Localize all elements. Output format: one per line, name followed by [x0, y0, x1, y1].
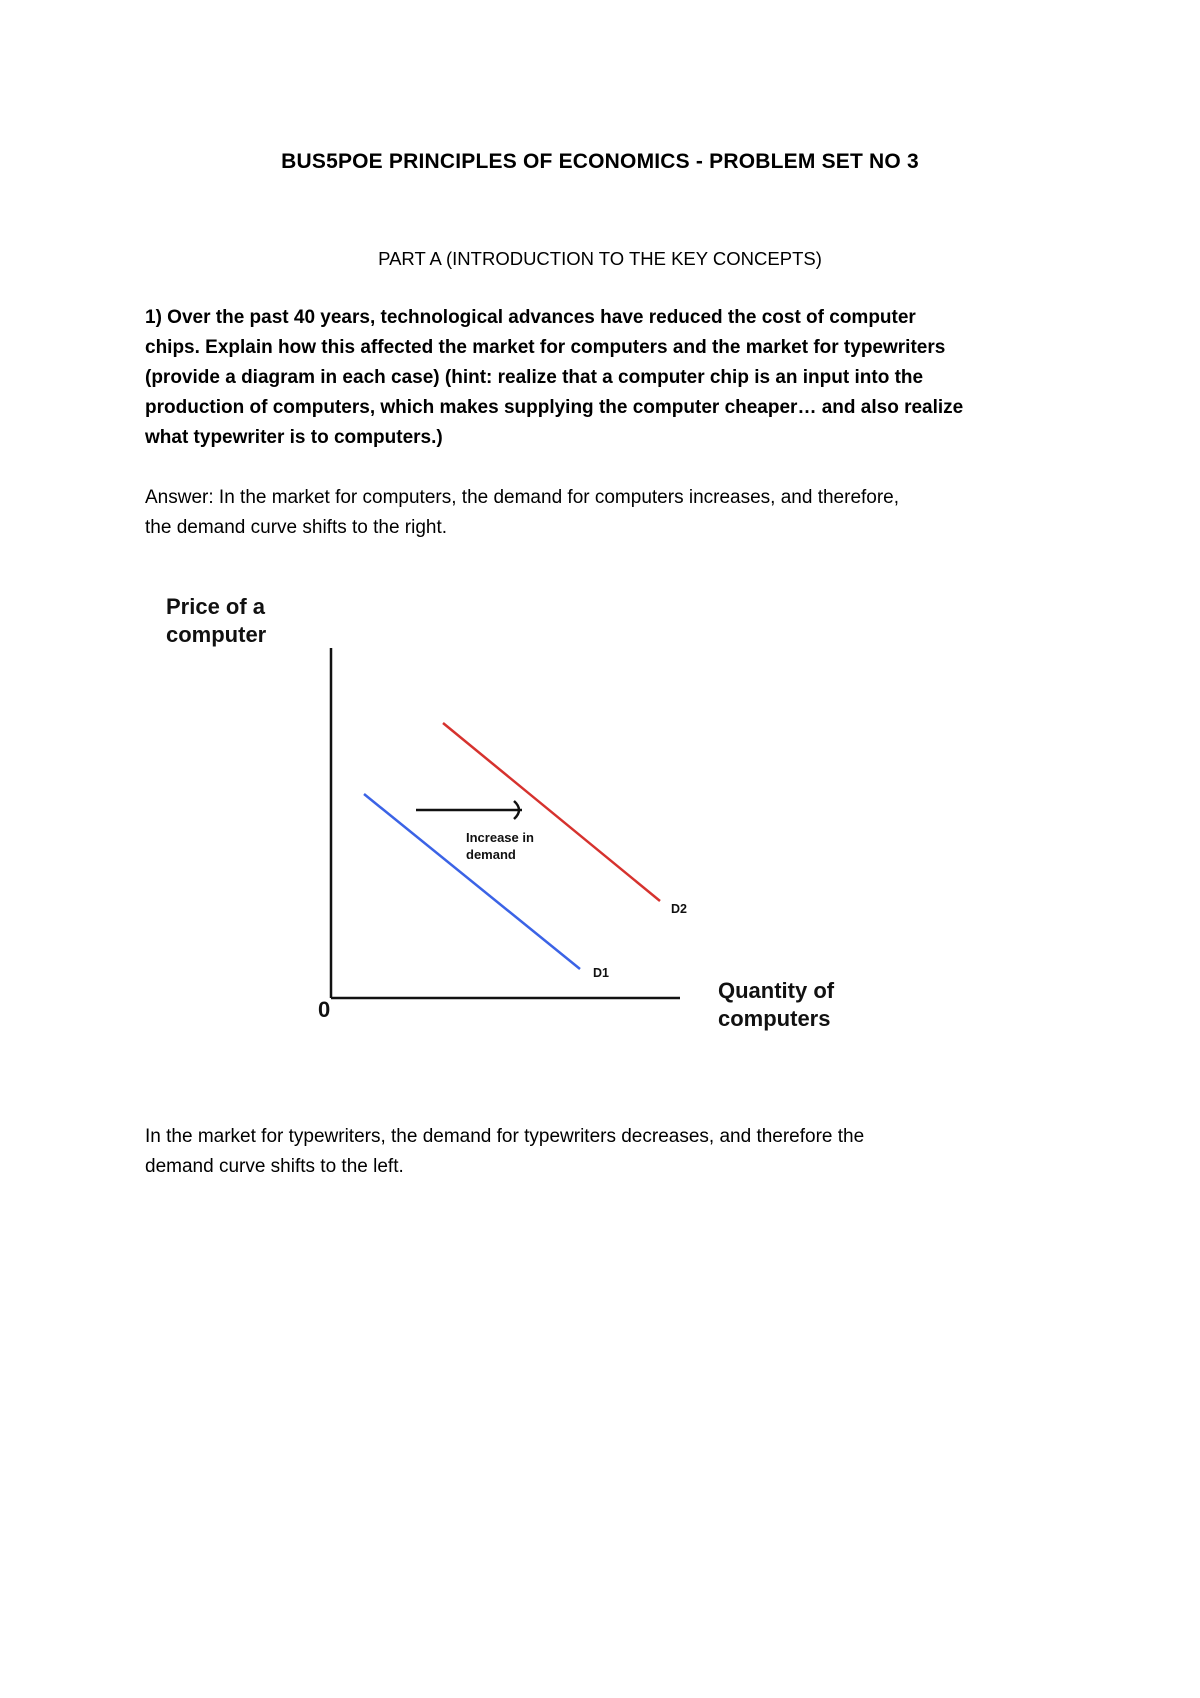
- answer-typewriters: [145, 1122, 1075, 1182]
- question-line: what typewriter is to computers.): [145, 427, 443, 448]
- answer-line: demand curve shifts to the left.: [145, 1156, 404, 1177]
- origin-label: 0: [318, 997, 331, 1022]
- answer-line: In the market for typewriters, the demand for typewriters decreases, and therefore the: [145, 1126, 865, 1147]
- answer-computers: [145, 483, 1075, 543]
- diagram-svg: [150, 585, 870, 1045]
- question-1: [145, 303, 1075, 453]
- x-axis-label: Quantity of computers: [718, 978, 835, 1031]
- demand-curve-d2: [443, 723, 660, 901]
- demand-shift-diagram: [150, 585, 870, 1045]
- answer-line: the demand curve shifts to the right.: [145, 517, 448, 538]
- question-line: production of computers, which makes supplying the computer cheaper… and also realize: [145, 397, 964, 418]
- document-title: BUS5POE PRINCIPLES OF ECONOMICS - PROBLEM SET NO 3: [281, 150, 919, 173]
- question-line: 1) Over the past 40 years, technological advances have reduced the cost of computer: [145, 307, 916, 328]
- demand-curve-d1: [364, 794, 580, 969]
- d1-label: D1: [593, 966, 609, 980]
- question-line: chips. Explain how this affected the market for computers and the market for typewriters: [145, 337, 946, 358]
- y-axis-label: Price of a computer: [166, 594, 267, 647]
- part-heading: PART A (INTRODUCTION TO THE KEY CONCEPTS): [378, 248, 822, 269]
- question-line: (provide a diagram in each case) (hint: realize that a computer chip is an input into the: [145, 367, 924, 388]
- d2-label: D2: [671, 902, 687, 916]
- answer-line: Answer: In the market for computers, the demand for computers increases, and therefore,: [145, 487, 900, 508]
- shift-annotation: Increase in demand: [466, 830, 534, 862]
